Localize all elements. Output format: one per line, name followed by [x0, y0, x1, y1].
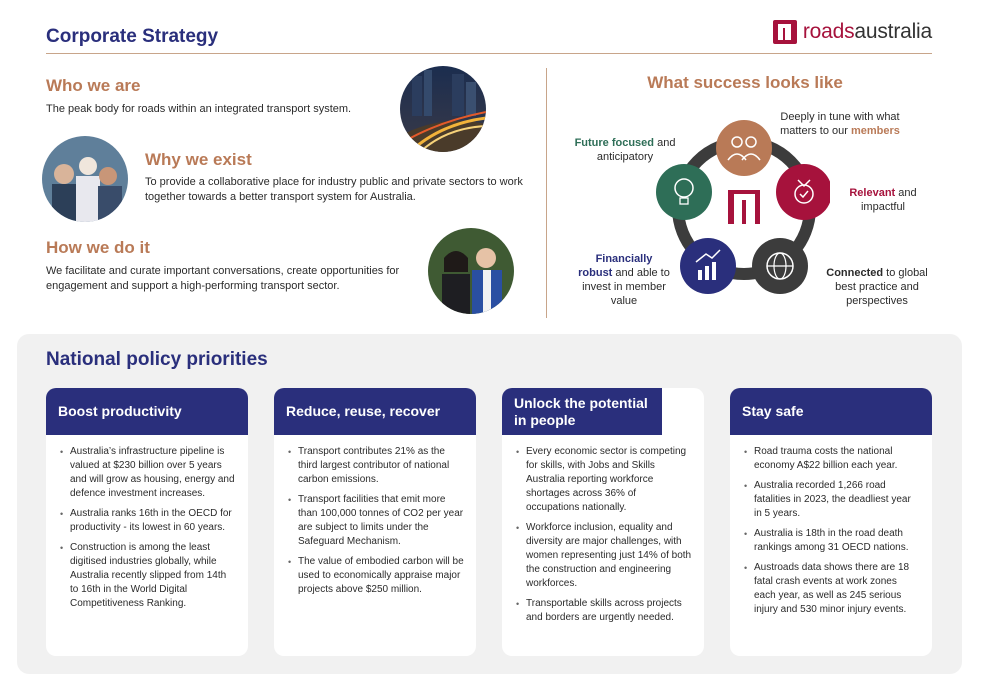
card-title: Stay safe [730, 388, 932, 435]
globe-icon [752, 238, 808, 294]
who-text: The peak body for roads within an integrated transport system. [46, 103, 352, 115]
success-wheel [650, 120, 830, 296]
success-connected: Connected to global best practice and perspectives [826, 267, 928, 307]
growth-chart-icon [680, 238, 736, 294]
list-item: • Transport facilities that emit more than 100,000 tonnes of CO2 per year are subject to limits under the Safeguard Mechanism. [288, 493, 464, 549]
why-heading: Why we exist [145, 150, 252, 169]
card-list [730, 435, 932, 617]
priority-card-productivity [46, 388, 248, 656]
people-icon [716, 120, 772, 176]
card-title: Boost productivity [46, 388, 248, 435]
center-logo-icon [728, 190, 760, 224]
success-title: What success looks like [647, 73, 843, 92]
who-heading: Who we are [46, 76, 141, 95]
priority-card-safe [730, 388, 932, 656]
how-heading: How we do it [46, 238, 150, 257]
vertical-divider [546, 68, 547, 318]
priority-card-reduce [274, 388, 476, 656]
card-title: Unlock the potential in people [502, 388, 662, 435]
people-event-photo [42, 136, 128, 222]
award-icon [776, 164, 830, 220]
two-people-photo [428, 228, 514, 314]
list-item: • Road trauma costs the national economy A$22 billion each year. [744, 445, 920, 473]
why-text: To provide a collaborative place for industry public and private sectors to work together towards a better transport system for Australia. [145, 176, 523, 203]
list-item: • Construction is among the least digitised industries globally, while Australia recently slipped from 14th to 16th in the World Digital Competitiveness Ranking. [60, 541, 236, 611]
list-item: • Australia is 18th in the road death rankings among 31 OECD nations. [744, 527, 920, 555]
logo-mark-icon [773, 20, 797, 44]
card-title: Reduce, reuse, recover [274, 388, 476, 435]
success-future: Future focused and anticipatory [574, 137, 676, 163]
city-traffic-photo [400, 66, 486, 152]
list-item: • The value of embodied carbon will be used to economically appraise major projects above $250 million. [288, 555, 464, 597]
logo-text: roadsaustralia [802, 20, 932, 43]
card-list [274, 435, 476, 597]
list-item: • Workforce inclusion, equality and diversity are major challenges, with women representing just 14% of both the construction and engineering workforces. [516, 521, 692, 591]
success-financial: Financially robust and able to invest in member value [578, 253, 670, 307]
list-item: • Transportable skills across projects and borders are urgently needed. [516, 597, 692, 625]
page-header [46, 18, 932, 54]
success-members: Deeply in tune with what matters to our members [780, 111, 900, 137]
list-item: • Australia’s infrastructure pipeline is valued at $230 billion over 5 years and will grow as housing, energy and defence investment increases. [60, 445, 236, 501]
brand-logo [773, 20, 932, 44]
list-item: • Australia recorded 1,266 road fatalities in 2023, the deadliest year in 5 years. [744, 479, 920, 521]
card-list [502, 435, 704, 625]
list-item: • Every economic sector is competing for skills, with Jobs and Skills Australia reporting workforce shortages across 36% of occupations nationally. [516, 445, 692, 515]
card-list [46, 435, 248, 611]
how-text: We facilitate and curate important conversations, create opportunities for engagement and support a high-performing transport sector. [46, 265, 400, 292]
list-item: • Austroads data shows there are 18 fatal crash events at work zones each year, as well as 245 serious injury and 530 minor injury events. [744, 561, 920, 617]
national-priorities-title: National policy priorities [46, 349, 268, 370]
list-item: • Australia ranks 16th in the OECD for productivity - its lowest in 60 years. [60, 507, 236, 535]
priority-card-people [502, 388, 704, 656]
lightbulb-icon [656, 164, 712, 220]
success-relevant: Relevant and impactful [849, 187, 917, 213]
page-title: Corporate Strategy [46, 26, 219, 47]
list-item: • Transport contributes 21% as the third largest contributor of national carbon emissions. [288, 445, 464, 487]
